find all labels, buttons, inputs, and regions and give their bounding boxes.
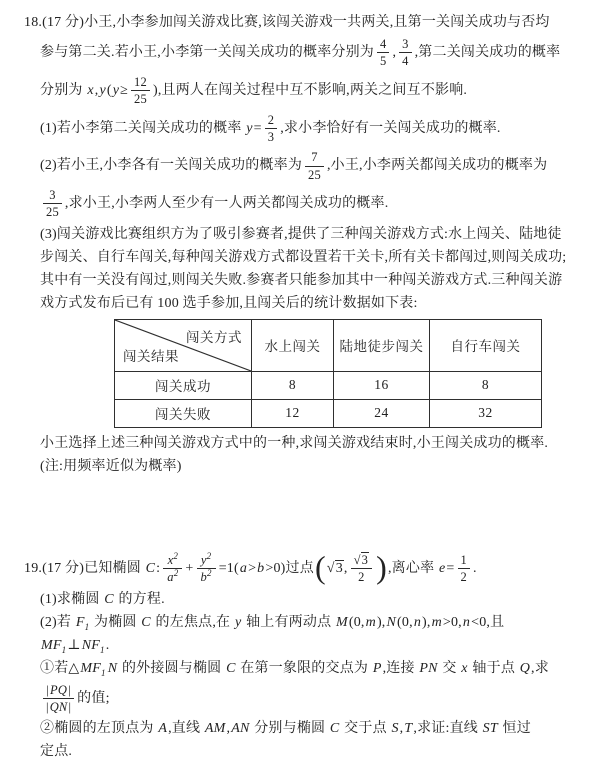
table-column-header: 自行车闯关 — [430, 319, 542, 371]
problem-18-question — [0, 433, 616, 477]
problem-18-statistics-table — [114, 319, 616, 428]
text-run: 轴上有两动点 — [242, 614, 335, 630]
text-run: 步闯关、自行车闯关,每种闯关游戏方式都设置若干关卡,所有关卡都闯过,则闯关成功; — [40, 249, 567, 265]
fraction-denominator — [399, 53, 411, 68]
text-line — [0, 681, 616, 717]
text-run: ②椭圆的左顶点为 — [40, 721, 158, 737]
text-run: . — [105, 637, 110, 653]
table-row — [115, 399, 542, 427]
text-run: , — [343, 560, 348, 576]
text-run: ),且两人在闯关过程中互不影响,两关之间互不影响. — [152, 82, 468, 98]
text-run: ①若△ — [40, 660, 80, 676]
text-line — [0, 548, 616, 587]
text-run: 25 — [46, 205, 59, 220]
table-column-header: 陆地徒步闯关 — [334, 319, 430, 371]
table-row-label: 闯关失败 — [115, 399, 252, 427]
text-run: 4 — [380, 37, 387, 51]
text-line — [0, 589, 616, 610]
text-run: 其中有一关没有闯过,则闯关失败.参赛者只能参加其中一种闯关游戏方式.三种闯关游 — [40, 272, 563, 288]
text-line — [0, 270, 616, 291]
text-run: 3 — [49, 188, 56, 202]
math-variable: C — [104, 591, 114, 607]
text-run: ), — [376, 614, 386, 630]
text-run: 19.(17 分)已知椭圆 — [24, 560, 145, 576]
math-variable: PQ — [50, 682, 68, 697]
text-run: 5 — [380, 54, 387, 69]
math-variable: $MF_1$ — [41, 637, 67, 655]
sqrt-expression — [327, 560, 344, 576]
math-variable: C — [141, 614, 151, 630]
text-run: 轴于点 — [468, 660, 519, 676]
fraction-numerator — [351, 553, 373, 569]
math-variable: PN — [419, 660, 438, 676]
text-run: 交于点 — [340, 721, 391, 737]
text-run: (注:用频率近似为概率) — [40, 458, 182, 474]
table-value-cell: 12 — [252, 399, 334, 427]
fraction-denominator — [305, 167, 324, 182]
math-variable: ST — [482, 721, 498, 737]
table-value-cell: 24 — [334, 399, 430, 427]
math-variable: $NF_1$ — [81, 637, 105, 655]
text-run: 18.(17 分)小王,小李参加闯关游戏比赛,该闯关游戏一共两关,且第一关闯关成功与否均 — [24, 15, 550, 30]
radical-sign: √ — [326, 560, 335, 576]
text-run: (2)若小王,小李各有一关闯关成功的概率为 — [40, 158, 303, 174]
fraction-denominator — [351, 569, 373, 584]
text-run: 12 — [134, 74, 147, 89]
math-variable: $b^2$ — [200, 567, 212, 585]
math-variable: m — [365, 614, 376, 630]
math-variable: b — [257, 560, 265, 576]
text-run: (3)闯关游戏比赛组织方为了吸引参赛者,提供了三种闯关游戏方式:水上闯关、陆地徒 — [40, 226, 562, 242]
text-run: 为椭圆 — [90, 614, 141, 630]
math-variable: y — [246, 120, 253, 136]
math-variable: $a^2$ — [167, 567, 179, 585]
text-line — [0, 73, 616, 109]
fraction-denominator — [163, 569, 182, 584]
text-run: ,求证:直线 — [413, 721, 482, 737]
table-value-cell: 16 — [334, 371, 430, 399]
text-run: 小王选择上述三种闯关游戏方式中的一种,求闯关游戏结束时,小王闯关成功的概率. — [40, 435, 549, 451]
text-run: | — [68, 699, 72, 714]
text-run: (2)若 — [40, 614, 75, 630]
text-run: 的方程. — [114, 591, 165, 607]
text-run: 分别为 — [40, 82, 87, 98]
math-variable: P — [372, 660, 382, 676]
fraction-numerator — [265, 113, 277, 129]
section-gap — [0, 479, 616, 551]
text-run: | — [46, 699, 49, 714]
text-run: (1)求椭圆 — [40, 591, 104, 607]
math-variable: $x^2$ — [167, 550, 179, 567]
text-line — [0, 635, 616, 656]
math-variable: AN — [231, 721, 250, 737]
text-run: 4 — [402, 54, 409, 69]
text-run: = — [446, 560, 455, 576]
math-variable: m — [431, 614, 442, 630]
math-variable: y — [112, 82, 120, 98]
text-run: | — [68, 682, 71, 697]
table-value-cell: 8 — [430, 371, 542, 399]
text-run: ,小王,小李两关都闯关成功的概率为 — [326, 158, 548, 174]
text-run: <0,且 — [471, 614, 505, 630]
fraction — [43, 188, 62, 220]
fraction-numerator — [163, 550, 182, 569]
text-line — [0, 12, 616, 33]
fraction-denominator — [43, 699, 74, 714]
math-variable: A — [158, 721, 168, 737]
table-header-row — [115, 319, 542, 371]
fraction — [377, 37, 389, 69]
text-run: (1)若小李第二关闯关成功的概率 — [40, 120, 246, 136]
fraction-numerator — [458, 553, 470, 569]
text-line — [0, 293, 616, 314]
text-run: 分别与椭圆 — [250, 721, 329, 737]
text-line — [0, 148, 616, 184]
text-run: 的外接圆与椭圆 — [118, 660, 226, 676]
text-run: 的左焦点,在 — [151, 614, 234, 630]
text-run: >0)过点 — [265, 560, 314, 576]
math-variable: x — [461, 660, 468, 676]
text-run: , — [399, 721, 404, 737]
text-run: ,求小王,小李两人至少有一人两关都闯关成功的概率. — [64, 196, 389, 212]
radicand: 3 — [335, 560, 343, 576]
math-variable: AM — [204, 721, 226, 737]
text-line — [0, 35, 616, 71]
text-line — [0, 224, 616, 245]
text-line — [0, 612, 616, 633]
text-line — [0, 456, 616, 477]
text-run: 7 — [311, 150, 318, 165]
text-run: 戏方式发布后已有 100 选手参加,且闯关后的统计数据如下表: — [40, 295, 418, 311]
math-variable: e — [438, 560, 446, 576]
text-run: , — [226, 721, 231, 737]
text-run: 2 — [460, 570, 467, 585]
fraction-numerator — [305, 150, 324, 166]
fraction — [131, 75, 150, 107]
text-run: 恒过 — [498, 721, 531, 737]
fraction — [43, 683, 74, 715]
fraction-numerator — [399, 37, 411, 53]
text-run: 2 — [267, 112, 275, 127]
text-run: >0, — [442, 614, 462, 630]
table-value-cell: 8 — [252, 371, 334, 399]
fraction — [163, 550, 182, 585]
text-run: 定点. — [40, 744, 73, 760]
radicand: 3 — [361, 552, 369, 567]
math-variable: y — [234, 614, 242, 630]
text-run: , — [392, 45, 397, 61]
text-run: 3 — [267, 129, 275, 144]
fraction-denominator — [265, 129, 277, 144]
fraction-denominator — [377, 53, 389, 68]
text-run: 1 — [460, 552, 467, 567]
math-variable: n — [462, 614, 471, 630]
text-run: ,第二关闯关成功的概率 — [414, 45, 561, 61]
math-variable: a — [239, 560, 248, 576]
text-run: ), — [422, 614, 431, 630]
fraction-denominator — [43, 204, 62, 219]
text-line — [0, 718, 616, 739]
text-run: 交 — [438, 660, 461, 676]
text-run: (0, — [348, 614, 365, 630]
corner-label-result: 闯关结果 — [123, 348, 179, 364]
math-variable: C — [145, 560, 156, 576]
fraction — [265, 113, 277, 145]
text-run: (0, — [397, 614, 413, 630]
math-variable: $F_1$ — [75, 614, 90, 632]
text-run: 参与第二关.若小王,小李第一关闯关成功的概率分别为 — [40, 45, 374, 61]
text-run: ,连接 — [382, 660, 419, 676]
table-value-cell: 32 — [430, 399, 542, 427]
fraction — [458, 553, 470, 585]
text-line — [0, 433, 616, 454]
text-run: | — [46, 682, 50, 697]
text-run: 25 — [308, 167, 321, 182]
fraction — [305, 150, 324, 182]
math-variable: x — [87, 82, 94, 98]
math-variable: QN — [49, 699, 68, 714]
math-variable: C — [226, 660, 236, 676]
text-run: 3 — [402, 37, 409, 51]
math-variable: y — [99, 82, 106, 98]
statistics-table — [114, 319, 542, 428]
table-row-label: 闯关成功 — [115, 371, 252, 399]
text-run: ( — [106, 82, 112, 98]
math-variable: T — [404, 721, 413, 737]
table-corner-cell — [115, 319, 252, 371]
math-variable: N — [107, 660, 118, 676]
math-variable: N — [386, 614, 397, 630]
text-run: . — [472, 560, 477, 576]
text-line — [0, 111, 616, 147]
text-line — [0, 658, 616, 679]
text-line — [0, 247, 616, 268]
corner-label-method: 闯关方式 — [186, 329, 242, 345]
problem-18-stem — [0, 12, 616, 314]
fraction — [351, 553, 373, 585]
text-run: + — [185, 560, 194, 576]
text-run: ) — [376, 548, 387, 585]
fraction-numerator — [131, 75, 150, 91]
text-run: ,求 — [531, 660, 549, 676]
math-variable: M — [335, 614, 348, 630]
text-run: : — [156, 560, 161, 576]
math-variable: C — [329, 721, 340, 737]
text-run: ( — [314, 548, 326, 585]
fraction-denominator — [131, 91, 150, 106]
text-run: ≥ — [120, 82, 129, 98]
text-run: ,离心率 — [387, 560, 438, 576]
text-run: = — [253, 120, 262, 136]
radical-sign: √ — [353, 552, 361, 567]
problem-19 — [0, 548, 616, 763]
text-run: ,直线 — [168, 721, 204, 737]
math-variable: S — [391, 721, 399, 737]
text-run: 2 — [358, 570, 365, 585]
fraction-numerator — [43, 683, 74, 699]
fraction-numerator — [377, 37, 389, 53]
text-run: ,求小李恰好有一关闯关成功的概率. — [280, 120, 501, 136]
fraction — [197, 550, 216, 585]
text-run: 在第一象限的交点为 — [236, 660, 372, 676]
math-variable: $y^2$ — [200, 550, 212, 567]
math-variable: Q — [519, 660, 531, 676]
exam-content — [0, 12, 616, 762]
text-line — [0, 186, 616, 222]
sqrt-expression — [354, 552, 370, 567]
math-variable: $MF_1$ — [80, 660, 106, 678]
text-run: > — [248, 560, 257, 576]
fraction-denominator — [458, 569, 470, 584]
text-run: , — [94, 82, 99, 98]
text-run: =1( — [218, 560, 239, 576]
fraction-denominator — [197, 569, 216, 584]
fraction — [399, 37, 411, 69]
text-run: 25 — [134, 92, 147, 107]
fraction-numerator — [43, 188, 62, 204]
table-column-header: 水上闯关 — [252, 319, 334, 371]
math-variable: n — [413, 614, 422, 630]
fraction-numerator — [197, 550, 216, 569]
text-run: 的值; — [77, 690, 110, 706]
table-row — [115, 371, 542, 399]
text-line — [0, 741, 616, 762]
text-run: ⊥ — [67, 637, 81, 653]
